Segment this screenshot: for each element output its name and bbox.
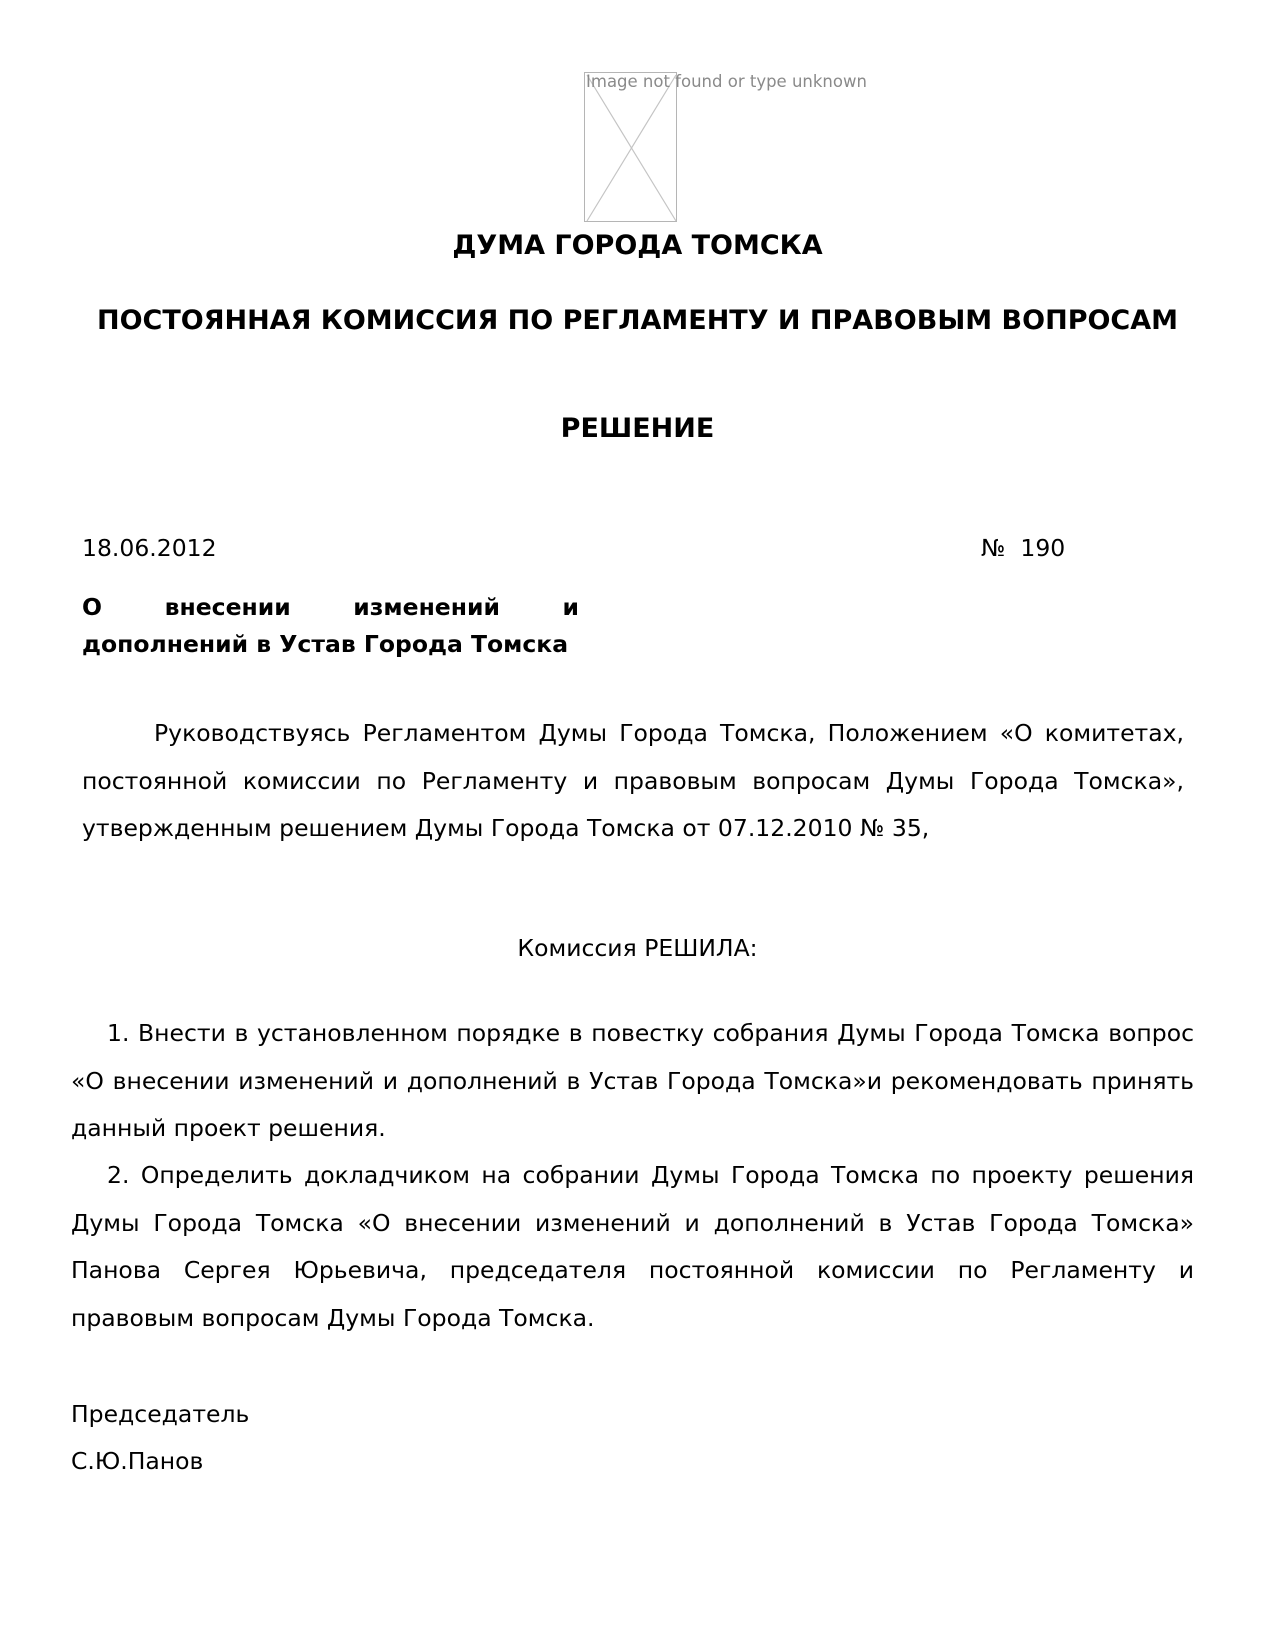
decision-heading: Комиссия РЕШИЛА:	[517, 934, 758, 962]
signature-name: С.Ю.Панов	[71, 1447, 204, 1475]
decision-item-1: 1. Внести в установленном порядке в повестку собрания Думы Города Томска вопрос «О внесении изменений и дополнений в Устав Города Томска»и рекомендовать принять данный проект решения.	[71, 1019, 1194, 1142]
organization-title: ДУМА ГОРОДА ТОМСКА	[452, 230, 823, 261]
document-date: 18.06.2012	[82, 534, 217, 562]
document-type: РЕШЕНИЕ	[560, 413, 715, 444]
document-number: № 190	[981, 534, 1066, 562]
commission-title: ПОСТОЯННАЯ КОМИССИЯ ПО РЕГЛАМЕНТУ И ПРАВОВЫМ ВОПРОСАМ	[96, 305, 1179, 336]
broken-image-placeholder	[584, 72, 677, 222]
document-subject: О внесении изменений и дополнений в Устав Города Томска	[82, 593, 579, 658]
broken-image-icon	[585, 73, 678, 223]
decision-item-2: 2. Определить докладчиком на собрании Думы Города Томска по проекту решения Думы Города Томска «О внесении изменений и дополнений в Устав Города Томска» Панова Сергея Юрьевича, председателя постоянной комиссии по Регламенту и правовым вопросам Думы Города Томска.	[71, 1161, 1194, 1332]
broken-image-message: Image not found or type unknown	[586, 72, 867, 91]
preamble: Руководствуясь Регламентом Думы Города Томска, Положением «О комитетах, постоянной комиссии по Регламенту и правовым вопросам Думы Города Томска», утвержденным решением Думы Города Томска от 07.12.2010 № 35,	[82, 719, 1184, 842]
signature-title: Председатель	[71, 1400, 250, 1428]
